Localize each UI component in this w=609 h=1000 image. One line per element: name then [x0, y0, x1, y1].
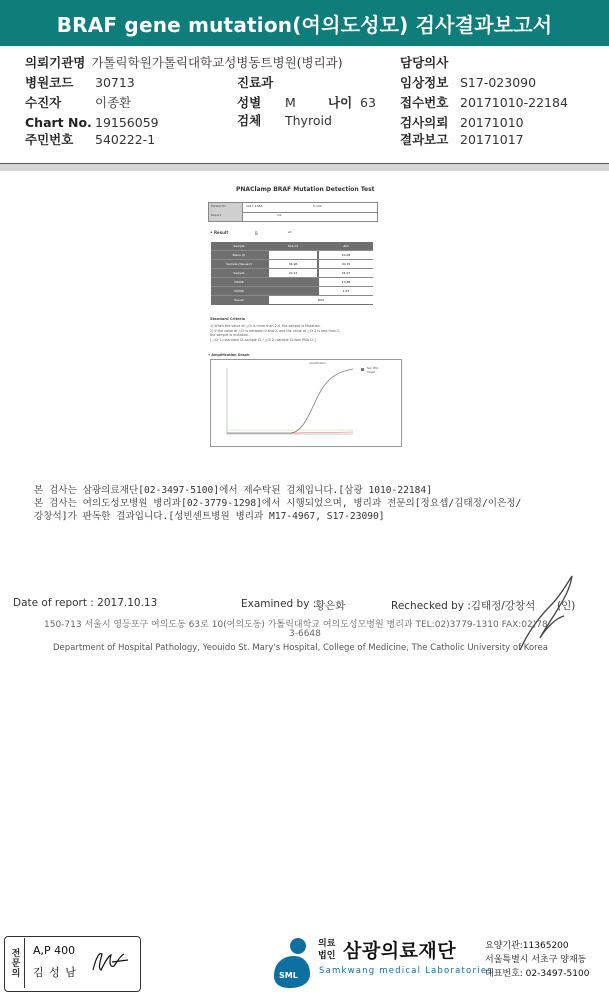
row-label: Sample (tissue) t: [226, 262, 252, 266]
row-delta: 34.07: [319, 269, 373, 277]
result-section-label: • Result: [210, 230, 229, 235]
address-line: 150-713 서울시 영등포구 여의도동 63로 10(여의도동) 가톨릭대학교 여의도성모병원 병리과 TEL:02)3779-1310 FAX:02)78: [44, 620, 548, 630]
label-accession-number: 접수번호: [400, 95, 449, 110]
result-note: wt: [288, 230, 292, 234]
report-label: Report: [211, 213, 221, 217]
header-sample: Sample: [233, 244, 245, 248]
row-ct: 34.96: [269, 260, 317, 268]
row-delta: 4.87: [319, 287, 373, 295]
examined-by-label: Examined by :: [241, 598, 317, 610]
header-row-1: [25, 55, 343, 71]
patient-extra-value: S-102: [313, 204, 322, 208]
label-sex: 성별: [237, 95, 262, 110]
table-row: [211, 269, 373, 278]
report-value: 1/1: [277, 213, 282, 217]
label-requesting-institution: 의뢰기관명: [25, 55, 86, 70]
label-attending-doctor: 담당의사: [400, 55, 449, 70]
result-table-header: [211, 242, 373, 251]
pathologist-signature: [90, 944, 132, 978]
value-result-report: 20171017: [460, 132, 524, 147]
row-label: V600E: [234, 280, 244, 284]
table-row: [211, 278, 373, 287]
graph-label: Amplification: [309, 362, 327, 365]
value-specimen: Thyroid: [285, 113, 332, 128]
patient-id-value: 2017-1388: [246, 204, 263, 208]
patient-id-table: [208, 202, 378, 222]
value-chart-no: 19156059: [95, 115, 159, 130]
specialist-label: 전문의: [6, 938, 25, 988]
label-resident-number: 주민번호: [25, 132, 74, 147]
note-line-3: 강창석]가 판독한 결과입니다.[성빈센트병원 병리과 M17-4967, S17-23090]: [34, 511, 385, 522]
criteria-title: Standard Criteria: [210, 317, 246, 321]
row-delta: 13.88: [319, 278, 373, 286]
label-chart-no: Chart No.: [25, 115, 92, 130]
legend-swatch: [361, 368, 364, 371]
legend-item: Non PNA: [367, 367, 379, 370]
label-result-report: 결과보고: [400, 132, 449, 147]
row-ct: [269, 251, 317, 259]
logo-korean: 삼광의료재단: [343, 940, 457, 962]
row-ct: [269, 287, 317, 295]
pathologist-name: 김 성 남: [33, 966, 77, 979]
value-clinical-info: S17-023090: [460, 75, 537, 90]
row-delta: 20.08: [319, 251, 373, 259]
note-line-1: 본 검사는 삼광의료재단[02-3497-5100]에서 제수탁된 검체입니다.[삼광 1010-22184]: [34, 485, 432, 496]
seal-mark: (인): [557, 600, 576, 612]
embedded-report: [205, 183, 405, 445]
label-patient: 수진자: [25, 95, 62, 110]
criteria-line: 2) If the value of △Ct is between 0 and 2, and the value of △Ct 2 is less than 2,: [210, 328, 341, 333]
label-specimen: 검체: [237, 113, 262, 128]
report-title: BRAF gene mutation(여의도성모) 검사결과보고서: [56, 12, 553, 37]
header-delta-ct: ΔCt: [343, 244, 349, 248]
criteria-line: [ △Ct 1=standard Ct-sample Ct / △Ct 2=sample Ct-Non PNA Ct ]: [210, 337, 316, 342]
logo-english: Samkwang medical Laboratories: [319, 966, 493, 976]
rechecked-by: Rechecked by :김태정/강창석: [391, 600, 536, 612]
graph-title: • Amplification Graph: [208, 353, 250, 357]
row-label: V600K: [234, 289, 244, 293]
legend-item: Target: [367, 371, 376, 374]
contact-institution-code: 요양기관:11365200: [485, 941, 569, 951]
department-line: Department of Hospital Pathology, Yeouido St. Mary's Hospital, College of Medicine, The Catholic University of Korea: [53, 643, 548, 653]
header-mut-ct: Mut Ct: [288, 244, 298, 248]
table-row: [211, 251, 373, 260]
table-row: [211, 287, 373, 296]
label-hospital-code: 병원코드: [25, 75, 74, 90]
report-title-bar: [0, 0, 609, 46]
baseline-curve: [291, 432, 353, 433]
row-ct: 20.23: [269, 269, 317, 277]
examined-by-name: 황은화: [315, 600, 346, 612]
criteria-line: 1) When the value of △Ct is more than 2.0, the sample is Mutation.: [210, 324, 321, 328]
row-ct: [269, 278, 317, 286]
date-of-report: Date of report : 2017.10.13: [13, 597, 158, 609]
row-label: Sample: [233, 271, 245, 275]
row-label: Result: [234, 298, 244, 302]
amplification-graph: [210, 359, 402, 447]
pathologist-code: A,P 400: [33, 944, 76, 957]
label-clinical-info: 임상정보: [400, 75, 449, 90]
patient-id-label: Patient ID: [211, 204, 226, 208]
label-age: 나이: [328, 95, 353, 110]
corp-type-line-2: 법인: [318, 951, 336, 961]
table-row: [211, 260, 373, 269]
result-mark: B: [255, 231, 258, 236]
value-test-request: 20171010: [460, 115, 524, 130]
note-line-2: 본 검사는 여의도성모병원 병리과[02-3779-1298]에서 시행되었으며, 병리과 전문의[정요셉/김태정/이은정/: [34, 498, 522, 509]
label-department: 진료과: [237, 75, 274, 90]
label-test-request: 검사의뢰: [400, 115, 449, 130]
table-row: [211, 296, 373, 304]
row-label: Blank (f): [232, 253, 246, 257]
value-hospital-code: 30713: [95, 75, 135, 90]
contact-address: 서울특별시 서초구 양재동: [485, 955, 587, 965]
value-sex: M: [285, 95, 296, 110]
logo-mark-text: SML: [279, 971, 298, 980]
value-resident-number: 540222-1: [95, 132, 156, 147]
embedded-report-title: PNAClamp BRAF Mutation Detection Test: [236, 186, 375, 193]
address-line-2: 3-6648: [289, 629, 321, 639]
row-result: Wild: [269, 296, 373, 304]
result-table: [211, 242, 373, 305]
sml-logo-icon: [270, 936, 314, 990]
amplification-curve: [227, 369, 353, 433]
row-delta: 30.15: [319, 260, 373, 268]
value-age: 63: [360, 95, 376, 110]
criteria-line: the sample is mutation.: [210, 333, 250, 337]
value-patient: 이종환: [95, 95, 132, 110]
value-requesting-institution: 가톨릭학원가톨릭대학교성병동트병원(병리과): [91, 55, 343, 70]
contact-phone: 대표번호: 02-3497-5100: [485, 969, 590, 979]
value-accession-number: 20171010-22184: [460, 95, 568, 110]
corp-type-line-1: 의료: [318, 939, 336, 949]
scan-border: [0, 164, 609, 171]
